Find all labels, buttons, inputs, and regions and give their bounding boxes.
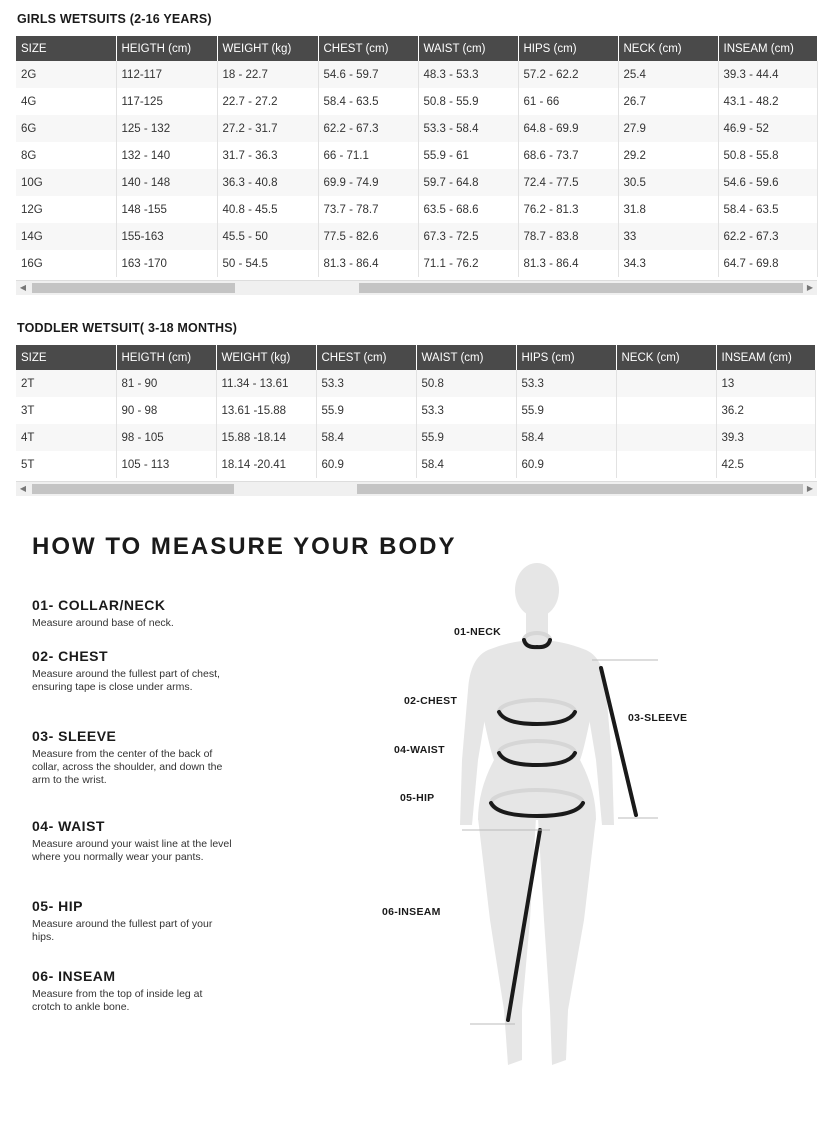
table-cell: 29.2	[618, 142, 718, 169]
table-cell: 15.88 -18.14	[216, 424, 316, 451]
table-cell: 148 -155	[116, 196, 217, 223]
table-cell: 76.2 - 81.3	[518, 196, 618, 223]
table-cell: 10G	[16, 169, 116, 196]
measure-item-heading: 04- WAIST	[32, 818, 105, 834]
table-cell: 12G	[16, 196, 116, 223]
table-cell: 2G	[16, 61, 116, 88]
column-header: HEIGTH (cm)	[116, 345, 216, 370]
table-cell: 16G	[16, 250, 116, 277]
table-cell: 63.5 - 68.6	[418, 196, 518, 223]
measure-item-heading: 03- SLEEVE	[32, 728, 117, 744]
table-cell: 5T	[16, 451, 116, 478]
measure-item-chest	[32, 648, 232, 694]
table-cell: 3T	[16, 397, 116, 424]
table-cell: 58.4	[416, 451, 516, 478]
column-header: HIPS (cm)	[518, 36, 618, 61]
figure-label-inseam: 06-INSEAM	[382, 906, 441, 918]
table-cell: 61 - 66	[518, 88, 618, 115]
scroll-left-arrow-icon[interactable]: ◀	[19, 283, 27, 292]
table-cell: 18.14 -20.41	[216, 451, 316, 478]
table-cell: 73.7 - 78.7	[318, 196, 418, 223]
table-cell: 55.9	[316, 397, 416, 424]
table-cell: 55.9	[516, 397, 616, 424]
table-cell: 50.8 - 55.9	[418, 88, 518, 115]
table-cell: 39.3 - 44.4	[718, 61, 817, 88]
measure-item-desc: Measure from the center of the back of collar, across the shoulder, and down the arm to the wrist.	[32, 748, 223, 786]
table-header-row	[16, 345, 815, 370]
table-cell: 60.9	[316, 451, 416, 478]
column-header: INSEAM (cm)	[718, 36, 817, 61]
figure-label-waist: 04-WAIST	[394, 744, 445, 756]
girls-size-table	[16, 36, 818, 277]
table-cell: 58.4 - 63.5	[318, 88, 418, 115]
table-cell: 13	[716, 370, 815, 397]
table-cell: 58.4 - 63.5	[718, 196, 817, 223]
scroll-right-arrow-icon[interactable]: ▶	[806, 484, 814, 493]
table-cell: 62.2 - 67.3	[318, 115, 418, 142]
table-row	[16, 451, 815, 478]
table-row	[16, 196, 817, 223]
table-cell: 31.7 - 36.3	[217, 142, 318, 169]
table-cell: 125 - 132	[116, 115, 217, 142]
table-cell: 48.3 - 53.3	[418, 61, 518, 88]
scroll-track-segment[interactable]	[357, 484, 803, 494]
column-header: WAIST (cm)	[418, 36, 518, 61]
table-cell: 8G	[16, 142, 116, 169]
table-cell: 6G	[16, 115, 116, 142]
table-cell: 105 - 113	[116, 451, 216, 478]
table-cell: 98 - 105	[116, 424, 216, 451]
scroll-right-arrow-icon[interactable]: ▶	[806, 283, 814, 292]
table-cell: 55.9	[416, 424, 516, 451]
table-cell: 18 - 22.7	[217, 61, 318, 88]
table-cell	[616, 397, 716, 424]
table-cell: 43.1 - 48.2	[718, 88, 817, 115]
table-row	[16, 397, 815, 424]
scroll-thumb[interactable]	[32, 484, 234, 494]
body-measurement-figure	[370, 560, 700, 1080]
measure-item-desc: Measure from the top of inside leg at crotch to ankle bone.	[32, 988, 203, 1013]
table-cell: 81 - 90	[116, 370, 216, 397]
table-cell: 78.7 - 83.8	[518, 223, 618, 250]
scroll-track-segment[interactable]	[359, 283, 803, 293]
figure-label-sleeve: 03-SLEEVE	[628, 712, 688, 724]
column-header: HEIGTH (cm)	[116, 36, 217, 61]
table-cell: 72.4 - 77.5	[518, 169, 618, 196]
table-cell: 11.34 - 13.61	[216, 370, 316, 397]
toddler-section-title: TODDLER WETSUIT( 3-18 MONTHS)	[17, 321, 238, 335]
table-header-row	[16, 36, 817, 61]
table-cell: 50.8	[416, 370, 516, 397]
table-cell: 4G	[16, 88, 116, 115]
table-cell: 66 - 71.1	[318, 142, 418, 169]
column-header: NECK (cm)	[616, 345, 716, 370]
table-cell: 26.7	[618, 88, 718, 115]
table-cell: 132 - 140	[116, 142, 217, 169]
measure-item-inseam	[32, 968, 232, 1014]
table-cell: 71.1 - 76.2	[418, 250, 518, 277]
table-cell: 27.9	[618, 115, 718, 142]
table-cell: 33	[618, 223, 718, 250]
measure-item-desc: Measure around base of neck.	[32, 617, 174, 629]
measure-item-heading: 02- CHEST	[32, 648, 109, 664]
table-cell: 53.3	[316, 370, 416, 397]
measure-item-heading: 06- INSEAM	[32, 968, 116, 984]
table-cell: 163 -170	[116, 250, 217, 277]
table-cell: 53.3	[516, 370, 616, 397]
measure-title: HOW TO MEASURE YOUR BODY	[32, 533, 457, 560]
table-cell: 31.8	[618, 196, 718, 223]
table-cell: 22.7 - 27.2	[217, 88, 318, 115]
table-cell: 4T	[16, 424, 116, 451]
table-cell: 25.4	[618, 61, 718, 88]
table-row	[16, 424, 815, 451]
figure-label-chest: 02-CHEST	[404, 695, 458, 707]
girls-section-title: GIRLS WETSUITS (2-16 YEARS)	[17, 12, 212, 26]
table-cell: 67.3 - 72.5	[418, 223, 518, 250]
table-cell	[616, 370, 716, 397]
table-cell: 57.2 - 62.2	[518, 61, 618, 88]
table-cell: 13.61 -15.88	[216, 397, 316, 424]
table-cell: 36.2	[716, 397, 815, 424]
measure-item-desc: Measure around the fullest part of chest, ensuring tape is close under arms.	[32, 668, 220, 693]
table-row	[16, 250, 817, 277]
column-header: WAIST (cm)	[416, 345, 516, 370]
table-cell: 69.9 - 74.9	[318, 169, 418, 196]
table-cell: 59.7 - 64.8	[418, 169, 518, 196]
measure-item-waist	[32, 818, 232, 864]
table-cell: 90 - 98	[116, 397, 216, 424]
table-row	[16, 61, 817, 88]
column-header: NECK (cm)	[618, 36, 718, 61]
table-cell: 64.8 - 69.9	[518, 115, 618, 142]
table-cell: 53.3 - 58.4	[418, 115, 518, 142]
table-cell: 55.9 - 61	[418, 142, 518, 169]
column-header: WEIGHT (kg)	[217, 36, 318, 61]
scroll-thumb[interactable]	[32, 283, 235, 293]
table-cell: 77.5 - 82.6	[318, 223, 418, 250]
table-cell: 2T	[16, 370, 116, 397]
table-row	[16, 223, 817, 250]
girls-table-scrollbar[interactable]	[16, 280, 817, 295]
table-cell: 30.5	[618, 169, 718, 196]
column-header: INSEAM (cm)	[716, 345, 815, 370]
column-header: HIPS (cm)	[516, 345, 616, 370]
table-cell	[616, 424, 716, 451]
table-cell: 81.3 - 86.4	[318, 250, 418, 277]
table-cell: 117-125	[116, 88, 217, 115]
table-row	[16, 370, 815, 397]
table-cell: 50 - 54.5	[217, 250, 318, 277]
table-cell: 54.6 - 59.6	[718, 169, 817, 196]
column-header: CHEST (cm)	[318, 36, 418, 61]
measure-item-heading: 05- HIP	[32, 898, 83, 914]
table-cell: 50.8 - 55.8	[718, 142, 817, 169]
table-cell: 46.9 - 52	[718, 115, 817, 142]
table-cell: 45.5 - 50	[217, 223, 318, 250]
measure-item-desc: Measure around the fullest part of your hips.	[32, 918, 213, 943]
table-row	[16, 115, 817, 142]
table-cell: 81.3 - 86.4	[518, 250, 618, 277]
measure-item-heading: 01- COLLAR/NECK	[32, 597, 166, 613]
figure-label-neck: 01-NECK	[454, 626, 502, 638]
table-cell: 36.3 - 40.8	[217, 169, 318, 196]
table-cell	[616, 451, 716, 478]
figure-label-hip: 05-HIP	[400, 792, 435, 804]
table-row	[16, 88, 817, 115]
column-header: WEIGHT (kg)	[216, 345, 316, 370]
table-cell: 27.2 - 31.7	[217, 115, 318, 142]
table-cell: 62.2 - 67.3	[718, 223, 817, 250]
table-cell: 58.4	[516, 424, 616, 451]
table-cell: 54.6 - 59.7	[318, 61, 418, 88]
table-cell: 14G	[16, 223, 116, 250]
measure-item-desc: Measure around your waist line at the level where you normally wear your pants.	[32, 838, 232, 863]
measure-item-hip	[32, 898, 232, 944]
table-cell: 58.4	[316, 424, 416, 451]
scroll-left-arrow-icon[interactable]: ◀	[19, 484, 27, 493]
body-silhouette-icon	[370, 560, 700, 1080]
toddler-size-table	[16, 345, 816, 478]
table-row	[16, 169, 817, 196]
measure-item-sleeve	[32, 728, 232, 787]
table-cell: 39.3	[716, 424, 815, 451]
table-cell: 140 - 148	[116, 169, 217, 196]
table-cell: 155-163	[116, 223, 217, 250]
toddler-table-scrollbar[interactable]	[16, 481, 817, 496]
column-header: SIZE	[16, 345, 116, 370]
table-cell: 53.3	[416, 397, 516, 424]
table-cell: 40.8 - 45.5	[217, 196, 318, 223]
table-cell: 34.3	[618, 250, 718, 277]
table-cell: 64.7 - 69.8	[718, 250, 817, 277]
table-cell: 42.5	[716, 451, 815, 478]
measure-item-neck	[32, 597, 232, 630]
column-header: SIZE	[16, 36, 116, 61]
table-cell: 60.9	[516, 451, 616, 478]
table-cell: 68.6 - 73.7	[518, 142, 618, 169]
column-header: CHEST (cm)	[316, 345, 416, 370]
table-cell: 112-117	[116, 61, 217, 88]
table-row	[16, 142, 817, 169]
